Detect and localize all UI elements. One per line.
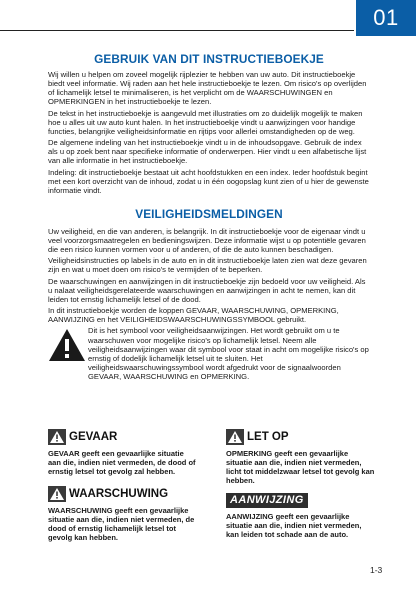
- paragraph: In dit instructieboekje worden de koppen GEVAAR, WAARSCHUWING, OPMERKING, AANWIJZING en het VEILIGHEIDSWAARSCHUWINGSSYMBOOL gebruikt.: [48, 306, 339, 325]
- section-title-usage: GEBRUIK VAN DIT INSTRUCTIEBOEKJE: [94, 52, 324, 66]
- notice-aanwijzing: [226, 491, 376, 539]
- notice-text: AANWIJZING geeft een gevaarlijke situatie aan die, indien niet vermeden, kan leiden tot schade aan de auto.: [226, 512, 362, 539]
- chapter-number: 01: [373, 5, 399, 30]
- notice-text: WAARSCHUWING geeft een gevaarlijke situatie aan die, indien niet vermeden, de dood of ernstig lichamelijk letsel tot gevolg kan hebben.: [48, 506, 195, 542]
- notice-label: LET OP: [247, 431, 289, 443]
- warning-triangle-icon: [48, 328, 86, 362]
- header-rule: [0, 30, 354, 31]
- paragraph: Wij willen u helpen om zoveel mogelijk rijplezier te hebben van uw auto. Dit instructieboekje biedt veel informatie. Wij raden aan het hele instructieboekje te lezen. Om risico's op overlijden of lichamelijk letsel te minimaliseren, is het verplicht om de WAARSCHUWINGEN en OPMERKINGEN in het instructieboekje te lezen.: [48, 70, 367, 107]
- warning-triangle-icon: [48, 429, 66, 445]
- notice-label: GEVAAR: [69, 431, 118, 443]
- page-number: 1-3: [370, 565, 383, 575]
- main-content: [48, 52, 370, 383]
- paragraph: De tekst in het instructieboekje is aangevuld met illustraties om zo duidelijk mogelijk te maken hoe u alles uit uw auto kunt halen. In het instructieboekje vindt u aanwijzingen voor handige functies, belangrijke veiligheidsinformatie en rijtips voor allerlei omstandigheden op de weg.: [48, 108, 363, 136]
- notice-text: GEVAAR geeft een gevaarlijke situatie aan die, indien niet vermeden, de dood of ernstig letsel tot gevolg zal hebben.: [48, 449, 196, 476]
- paragraph: Indeling: dit instructieboekje bestaat uit acht hoofdstukken en een index. Ieder hoofdstuk begint met een kort overzicht van de inhoud, zodat u in één oogopslag kunt zien of u hier de gewenste informatie vindt.: [48, 167, 369, 195]
- warning-triangle-icon: [226, 429, 244, 445]
- notice-label: WAARSCHUWING: [69, 488, 169, 500]
- paragraph: Veiligheidsinstructies op labels in de auto en in dit instructieboekje laten zien wat deze gevaren zijn en wat u moet doen om risico's te vermijden of te beperken.: [48, 256, 367, 275]
- chapter-tab: [356, 0, 416, 36]
- notice-waarschuwing: [48, 485, 198, 542]
- paragraph: Uw veiligheid, en die van anderen, is belangrijk. In dit instructieboekje voor de eigenaar vindt u veel voorzorgsmaatregelen en bedieningswijzen. Deze informatie wijst u op potentiële gevaren die een risico kunnen vormen voor u of anderen, of die de auto kunnen beschadigen.: [48, 226, 366, 254]
- safety-symbol-block: [48, 326, 370, 383]
- notice-label: AANWIJZING: [226, 493, 308, 508]
- notice-let-op: [226, 428, 376, 485]
- paragraph: De waarschuwingen en aanwijzingen in dit instructieboekje zijn bedoeld voor uw veiligheid. Als u nalaat veiligheidsgerelateerde waarschuwingen en aanwijzingen in acht te nemen, kan dit leiden tot ernstig lichamelijk letsel of de dood.: [48, 276, 366, 304]
- paragraph: De algemene indeling van het instructieboekje vindt u in de inhoudsopgave. Gebruik de index als u op zoek bent naar specifieke informatie of onderwerpen. Hier vindt u een alfabetische lijst van alle informatie in het instructieboekje.: [48, 138, 367, 166]
- notice-text: OPMERKING geeft een gevaarlijke situatie aan die, indien niet vermeden, licht tot middelzwaar letsel tot gevolg kan hebben.: [226, 449, 375, 485]
- warning-triangle-icon: [48, 486, 66, 502]
- section-title-safety: VEILIGHEIDSMELDINGEN: [135, 206, 283, 221]
- safety-symbol-text: Dit is het symbool voor veiligheidsaanwijzingen. Het wordt gebruikt om u te waarschuwen voor mogelijke risico's op lichamelijk letsel. Neem alle veiligheidsaanwijzingen waar dit symbool voor staat in acht om mogelijke risico's op ernstig of dodelijk lichamelijk letsel uit te sluiten. Het veiligheidswaarschuwingssymbool wordt afgedrukt voor de signaalwoorden GEVAAR, WAARSCHUWING en OPMERKING.: [88, 326, 369, 381]
- notice-gevaar: [48, 428, 198, 476]
